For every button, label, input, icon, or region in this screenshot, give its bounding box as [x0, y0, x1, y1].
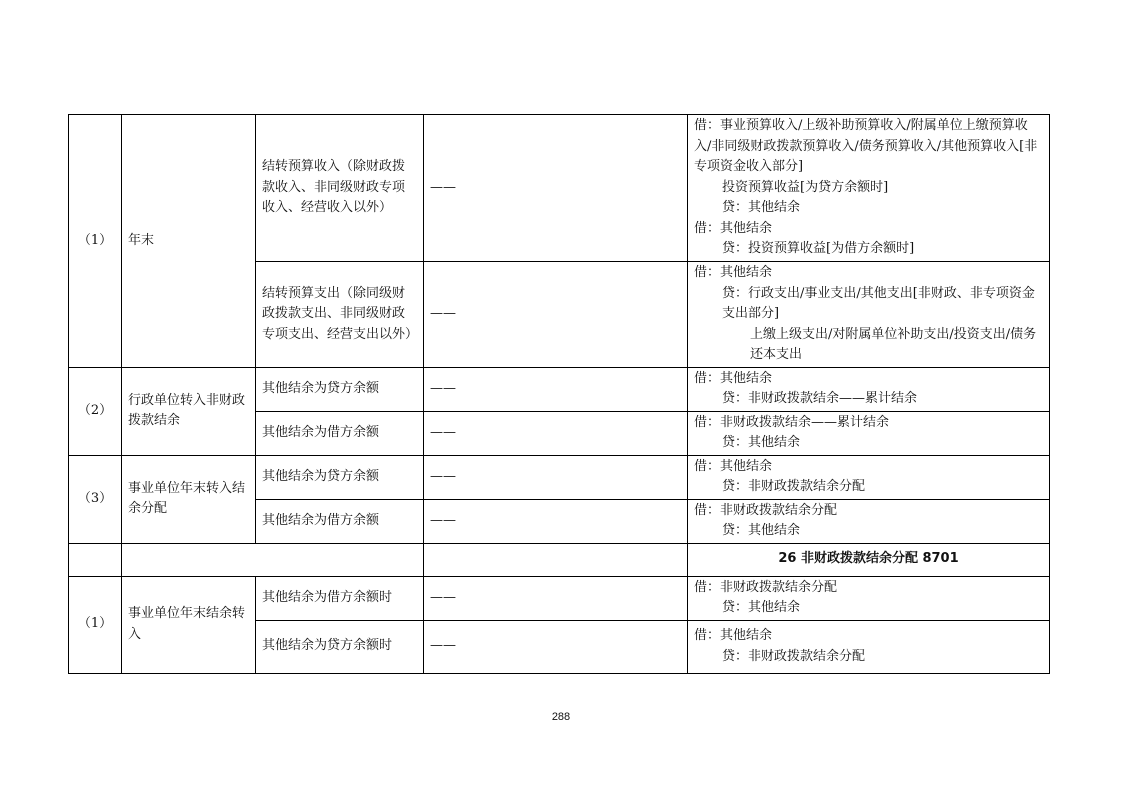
- row-number: （2）: [69, 367, 122, 455]
- row-item: 行政单位转入非财政拨款结余: [122, 367, 256, 455]
- accounting-entries-table: [68, 114, 1050, 674]
- entry-line: 贷：行政支出/事业支出/其他支出[非财政、非专项资金支出部分]: [722, 285, 1035, 321]
- condition-cell: 其他结余为贷方余额: [256, 455, 424, 499]
- budget-entry-cell: [688, 367, 1050, 411]
- row-item: 事业单位年末结余转入: [122, 576, 256, 673]
- financial-entry-cell: ——: [424, 262, 688, 368]
- empty-cell: [69, 543, 122, 576]
- entry-line: 贷：其他结余: [722, 600, 801, 615]
- budget-entry-cell: [688, 576, 1050, 620]
- row-number: （3）: [69, 455, 122, 543]
- condition-cell: 其他结余为借方余额: [256, 411, 424, 455]
- entry-line: 借：其他结余: [694, 458, 773, 474]
- budget-entry-cell: [688, 411, 1050, 455]
- condition-cell: 其他结余为借方余额时: [256, 576, 424, 620]
- financial-entry-cell: ——: [424, 620, 688, 673]
- financial-entry-cell: ——: [424, 367, 688, 411]
- row-item: 事业单位年末转入结余分配: [122, 455, 256, 543]
- entry-line: 贷：其他结余: [722, 200, 801, 216]
- budget-entry-cell: [688, 455, 1050, 499]
- row-number: （1）: [69, 576, 122, 673]
- row-number: （1）: [69, 115, 122, 368]
- budget-entry-cell: [688, 115, 1050, 262]
- condition-cell: 其他结余为借方余额: [256, 499, 424, 543]
- empty-cell: [122, 543, 424, 576]
- table-row: [69, 115, 1050, 262]
- entry-line: 投资预算收益[为贷方余额时]: [722, 179, 889, 195]
- financial-entry-cell: ——: [424, 499, 688, 543]
- financial-entry-cell: ——: [424, 115, 688, 262]
- entry-line: 贷：非财政拨款结余分配: [722, 479, 866, 494]
- entry-line: 贷：其他结余: [722, 435, 801, 450]
- entry-line: 借：其他结余: [694, 265, 773, 280]
- entry-line: 贷：其他结余: [722, 523, 801, 538]
- table-row: [69, 455, 1050, 499]
- condition-cell: 结转预算收入（除财政拨款收入、非同级财政专项收入、经营收入以外）: [256, 115, 424, 262]
- entry-line: 贷：非财政拨款结余分配: [722, 648, 866, 664]
- entry-line: 贷：投资预算收益[为借方余额时]: [722, 241, 915, 257]
- budget-entry-cell: [688, 499, 1050, 543]
- condition-cell: 其他结余为贷方余额: [256, 367, 424, 411]
- section-header-row: [69, 543, 1050, 576]
- condition-cell: 结转预算支出（除同级财政拨款支出、非同级财政专项支出、经营支出以外）: [256, 262, 424, 368]
- financial-entry-cell: ——: [424, 411, 688, 455]
- entry-line: 借：非财政拨款结余——累计结余: [694, 414, 890, 430]
- row-item: 年末: [122, 115, 256, 368]
- entry-line: 借：事业预算收入/上级补助预算收入/附属单位上缴预算收入/非同级财政拨款预算收入/债务预算收入/其他预算收入[非专项资金收入部分]: [694, 118, 1038, 175]
- section-title: 26 非财政拨款结余分配 8701: [688, 543, 1050, 576]
- condition-cell: 其他结余为贷方余额时: [256, 620, 424, 673]
- financial-entry-cell: ——: [424, 576, 688, 620]
- table-row: [69, 576, 1050, 620]
- table-row: [69, 367, 1050, 411]
- financial-entry-cell: ——: [424, 455, 688, 499]
- entry-line: 借：其他结余: [694, 220, 773, 236]
- entry-line: 借：非财政拨款结余分配: [694, 579, 838, 595]
- entry-line: 借：其他结余: [694, 370, 773, 386]
- entry-line: 借：非财政拨款结余分配: [694, 502, 838, 518]
- entry-line: 上缴上级支出/对附属单位补助支出/投资支出/债务还本支出: [750, 326, 1037, 362]
- entry-line: 贷：非财政拨款结余——累计结余: [722, 391, 918, 406]
- empty-cell: [424, 543, 688, 576]
- budget-entry-cell: [688, 262, 1050, 368]
- entry-line: 借：其他结余: [694, 628, 773, 643]
- page-number: 288: [551, 711, 571, 723]
- budget-entry-cell: [688, 620, 1050, 673]
